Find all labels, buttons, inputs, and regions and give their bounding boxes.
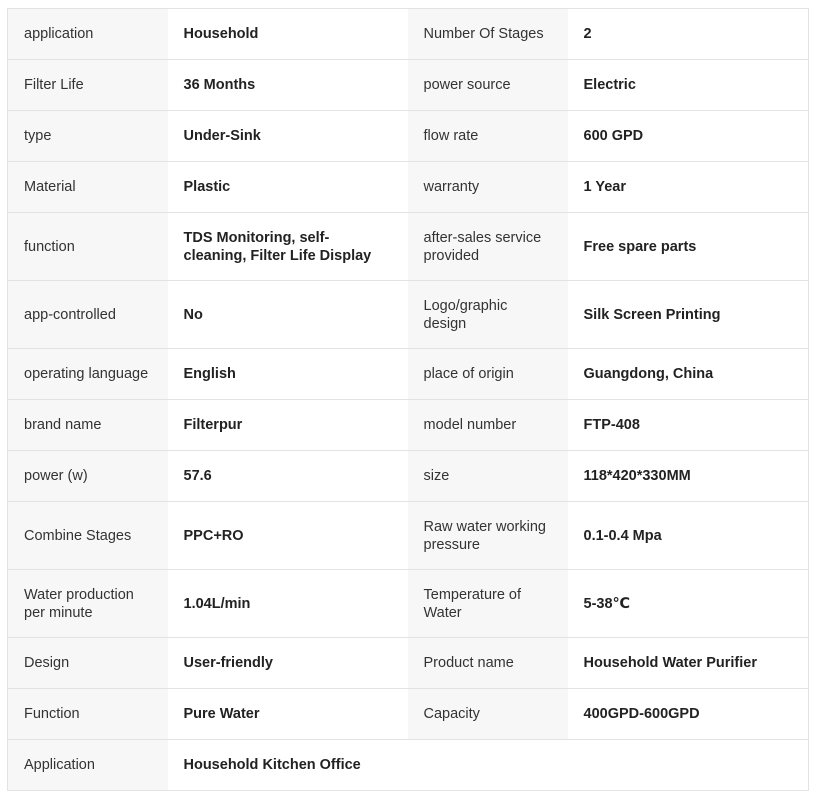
spec-value: TDS Monitoring, self-cleaning, Filter Life Display <box>168 213 408 281</box>
spec-key: warranty <box>408 162 568 213</box>
table-row <box>8 9 809 60</box>
spec-value: 2 <box>568 9 809 60</box>
table-row <box>8 162 809 213</box>
spec-value: PPC+RO <box>168 502 408 570</box>
spec-table <box>7 8 809 791</box>
spec-key: Logo/graphic design <box>408 281 568 349</box>
spec-key: after-sales service provided <box>408 213 568 281</box>
spec-key: Capacity <box>408 689 568 740</box>
spec-key: Function <box>8 689 168 740</box>
spec-key: Application <box>8 740 168 791</box>
spec-value: 0.1-0.4 Mpa <box>568 502 809 570</box>
table-row <box>8 60 809 111</box>
spec-key: Filter Life <box>8 60 168 111</box>
table-row <box>8 111 809 162</box>
spec-value: 600 GPD <box>568 111 809 162</box>
spec-table-container <box>7 8 808 791</box>
spec-value: User-friendly <box>168 638 408 689</box>
spec-key: Temperature of Water <box>408 570 568 638</box>
spec-value: 400GPD-600GPD <box>568 689 809 740</box>
spec-value: English <box>168 349 408 400</box>
table-row <box>8 281 809 349</box>
table-row <box>8 213 809 281</box>
spec-value: 118*420*330MM <box>568 451 809 502</box>
table-row <box>8 740 809 791</box>
table-row <box>8 570 809 638</box>
spec-value: 1.04L/min <box>168 570 408 638</box>
spec-key: Design <box>8 638 168 689</box>
spec-value: Household <box>168 9 408 60</box>
spec-value: Guangdong, China <box>568 349 809 400</box>
spec-key: size <box>408 451 568 502</box>
spec-key: place of origin <box>408 349 568 400</box>
spec-key: Number Of Stages <box>408 9 568 60</box>
spec-key: power (w) <box>8 451 168 502</box>
spec-key: Combine Stages <box>8 502 168 570</box>
spec-value: Household Kitchen Office <box>168 740 809 791</box>
table-row <box>8 502 809 570</box>
spec-key: application <box>8 9 168 60</box>
table-row <box>8 349 809 400</box>
table-row <box>8 638 809 689</box>
spec-key: type <box>8 111 168 162</box>
table-row <box>8 400 809 451</box>
spec-value: No <box>168 281 408 349</box>
spec-value: 36 Months <box>168 60 408 111</box>
spec-key: Product name <box>408 638 568 689</box>
spec-value: Silk Screen Printing <box>568 281 809 349</box>
spec-value: 1 Year <box>568 162 809 213</box>
spec-key: Water production per minute <box>8 570 168 638</box>
spec-value: FTP-408 <box>568 400 809 451</box>
spec-value: Plastic <box>168 162 408 213</box>
spec-key: model number <box>408 400 568 451</box>
spec-key: Raw water working pressure <box>408 502 568 570</box>
spec-value: Free spare parts <box>568 213 809 281</box>
spec-key: operating language <box>8 349 168 400</box>
spec-key: flow rate <box>408 111 568 162</box>
spec-key: power source <box>408 60 568 111</box>
table-row <box>8 451 809 502</box>
spec-key: brand name <box>8 400 168 451</box>
spec-key: Material <box>8 162 168 213</box>
table-row <box>8 689 809 740</box>
spec-value: 5-38℃ <box>568 570 809 638</box>
spec-value: 57.6 <box>168 451 408 502</box>
spec-value: Household Water Purifier <box>568 638 809 689</box>
spec-value: Electric <box>568 60 809 111</box>
spec-value: Filterpur <box>168 400 408 451</box>
spec-key: app-controlled <box>8 281 168 349</box>
spec-value: Under-Sink <box>168 111 408 162</box>
spec-value: Pure Water <box>168 689 408 740</box>
spec-key: function <box>8 213 168 281</box>
